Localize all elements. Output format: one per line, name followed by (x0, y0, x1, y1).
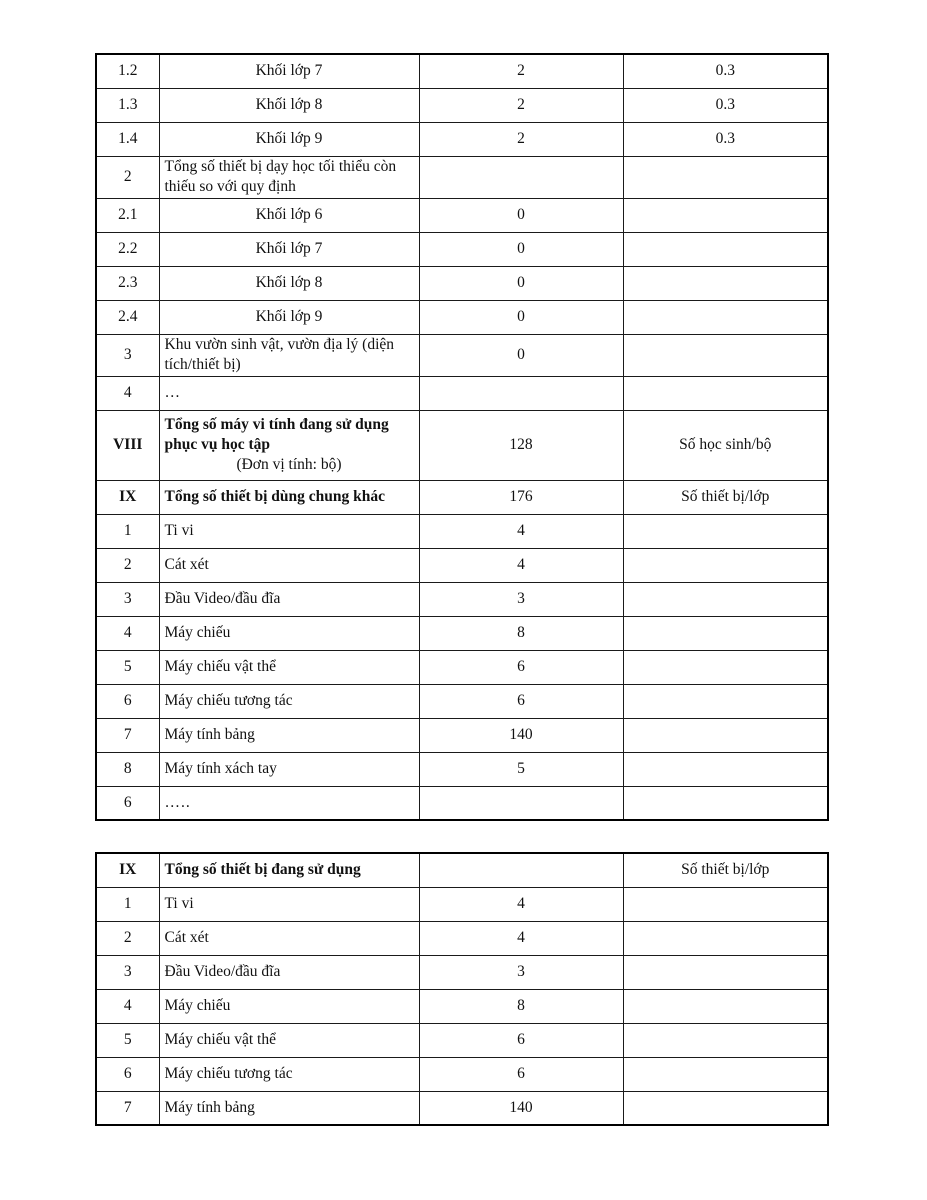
table-row (96, 334, 828, 376)
table-row (96, 1023, 828, 1057)
row-label-cell: Tổng số thiết bị đang sử dụng (159, 853, 419, 887)
row-index-cell: VIII (96, 410, 159, 480)
equipment-in-use-body (96, 853, 828, 1125)
row-label-cell: … (159, 376, 419, 410)
row-label-cell: Đầu Video/đầu đĩa (159, 582, 419, 616)
table-row (96, 989, 828, 1023)
row-quantity-cell: 2 (419, 54, 623, 88)
row-label-cell: Cát xét (159, 548, 419, 582)
table-row (96, 156, 828, 198)
row-quantity-cell (419, 376, 623, 410)
row-unit-cell (623, 514, 828, 548)
row-index-cell: 2.2 (96, 232, 159, 266)
row-index-cell: 2.1 (96, 198, 159, 232)
row-label-cell (159, 480, 419, 514)
row-unit-cell: Số thiết bị/lớp (623, 853, 828, 887)
row-unit-cell (623, 955, 828, 989)
table-row (96, 88, 828, 122)
row-index-cell: 4 (96, 616, 159, 650)
row-quantity-cell: 176 (419, 480, 623, 514)
table-row (96, 548, 828, 582)
table-row (96, 1091, 828, 1125)
table-row (96, 198, 828, 232)
row-quantity-cell: 140 (419, 1091, 623, 1125)
row-quantity-cell: 6 (419, 1023, 623, 1057)
row-quantity-cell: 3 (419, 955, 623, 989)
row-index-cell: 5 (96, 1023, 159, 1057)
row-index-cell: 8 (96, 752, 159, 786)
row-quantity-cell: 0 (419, 198, 623, 232)
row-quantity-cell: 4 (419, 548, 623, 582)
table-row (96, 853, 828, 887)
row-index-cell: 1.3 (96, 88, 159, 122)
row-label-cell: Máy tính bảng (159, 1091, 419, 1125)
row-quantity-cell: 6 (419, 684, 623, 718)
row-quantity-cell: 6 (419, 650, 623, 684)
row-index-cell: 4 (96, 376, 159, 410)
table-row (96, 786, 828, 820)
row-quantity-cell (419, 853, 623, 887)
row-unit-cell (623, 921, 828, 955)
row-index-cell: IX (96, 853, 159, 887)
row-unit-cell (623, 650, 828, 684)
row-index-cell: 4 (96, 989, 159, 1023)
row-quantity-cell: 2 (419, 122, 623, 156)
row-unit-cell (623, 616, 828, 650)
row-unit-cell (623, 548, 828, 582)
row-quantity-cell: 2 (419, 88, 623, 122)
row-quantity-cell (419, 156, 623, 198)
table-row (96, 955, 828, 989)
row-label-cell: Khu vườn sinh vật, vườn địa lý (diện tích/thiết bị) (159, 334, 419, 376)
table-row (96, 232, 828, 266)
row-unit-cell (623, 684, 828, 718)
row-quantity-cell: 0 (419, 300, 623, 334)
row-index-cell: 6 (96, 684, 159, 718)
table-row (96, 480, 828, 514)
row-label-cell: Khối lớp 8 (159, 266, 419, 300)
row-unit-cell (623, 786, 828, 820)
row-index-cell: IX (96, 480, 159, 514)
row-label-subtitle: (Đơn vị tính: bộ) (236, 456, 342, 474)
table-row (96, 514, 828, 548)
row-label-cell: Khối lớp 9 (159, 122, 419, 156)
table-row (96, 122, 828, 156)
row-unit-cell (623, 989, 828, 1023)
row-unit-cell (623, 1023, 828, 1057)
row-quantity-cell: 4 (419, 514, 623, 548)
table-row (96, 54, 828, 88)
row-index-cell: 1 (96, 887, 159, 921)
row-index-cell: 3 (96, 955, 159, 989)
row-unit-cell (623, 300, 828, 334)
row-label-cell: Máy chiếu vật thể (159, 1023, 419, 1057)
row-unit-cell: 0.3 (623, 122, 828, 156)
table-row (96, 1057, 828, 1091)
row-label-cell: Khối lớp 7 (159, 232, 419, 266)
row-quantity-cell: 0 (419, 334, 623, 376)
row-quantity-cell: 4 (419, 887, 623, 921)
row-index-cell: 2 (96, 921, 159, 955)
row-label-text: Tổng số thiết bị dùng chung khác (164, 487, 386, 505)
table-row (96, 266, 828, 300)
equipment-in-use-table (95, 852, 829, 1126)
row-quantity-cell: 128 (419, 410, 623, 480)
row-unit-cell (623, 334, 828, 376)
row-label-cell: Máy chiếu vật thể (159, 650, 419, 684)
row-label-cell: Ti vi (159, 514, 419, 548)
table-row (96, 300, 828, 334)
row-unit-cell (623, 1057, 828, 1091)
row-index-cell: 3 (96, 334, 159, 376)
row-index-cell: 6 (96, 786, 159, 820)
row-unit-cell (623, 718, 828, 752)
row-label-cell: Khối lớp 6 (159, 198, 419, 232)
row-quantity-cell: 140 (419, 718, 623, 752)
row-index-cell: 1.4 (96, 122, 159, 156)
row-index-cell: 5 (96, 650, 159, 684)
row-quantity-cell: 0 (419, 266, 623, 300)
equipment-inventory-body (96, 54, 828, 820)
row-label-cell: Đầu Video/đầu đĩa (159, 955, 419, 989)
row-quantity-cell: 5 (419, 752, 623, 786)
row-label-cell: Máy chiếu tương tác (159, 684, 419, 718)
row-quantity-cell: 0 (419, 232, 623, 266)
row-quantity-cell: 3 (419, 582, 623, 616)
row-label-cell: Máy chiếu (159, 989, 419, 1023)
table-row (96, 718, 828, 752)
table-row (96, 582, 828, 616)
equipment-inventory-table (95, 53, 829, 821)
row-label-cell: Máy chiếu (159, 616, 419, 650)
row-unit-cell (623, 376, 828, 410)
row-quantity-cell: 8 (419, 989, 623, 1023)
row-quantity-cell: 4 (419, 921, 623, 955)
row-label-cell: ….. (159, 786, 419, 820)
row-unit-cell (623, 198, 828, 232)
row-unit-cell (623, 1091, 828, 1125)
row-unit-cell (623, 156, 828, 198)
table-row (96, 410, 828, 480)
row-unit-cell: 0.3 (623, 54, 828, 88)
table-row (96, 887, 828, 921)
row-index-cell: 2.3 (96, 266, 159, 300)
table-row (96, 684, 828, 718)
row-label-cell: Khối lớp 8 (159, 88, 419, 122)
row-label-title: Tổng số máy vi tính đang sử dụng phục vụ học tập (164, 415, 389, 453)
row-label-cell: Cát xét (159, 921, 419, 955)
row-index-cell: 7 (96, 718, 159, 752)
row-index-cell: 2 (96, 156, 159, 198)
row-label-cell (159, 410, 419, 480)
row-unit-cell (623, 266, 828, 300)
row-label-cell: Máy tính bảng (159, 718, 419, 752)
row-quantity-cell: 6 (419, 1057, 623, 1091)
row-index-cell: 2 (96, 548, 159, 582)
row-quantity-cell: 8 (419, 616, 623, 650)
row-unit-cell (623, 232, 828, 266)
row-index-cell: 1 (96, 514, 159, 548)
table-row (96, 376, 828, 410)
table-row (96, 616, 828, 650)
row-unit-cell (623, 887, 828, 921)
row-label-cell: Máy chiếu tương tác (159, 1057, 419, 1091)
row-unit-cell: Số thiết bị/lớp (623, 480, 828, 514)
row-label-cell: Tổng số thiết bị dạy học tối thiểu còn thiếu so với quy định (159, 156, 419, 198)
row-label-cell: Ti vi (159, 887, 419, 921)
row-quantity-cell (419, 786, 623, 820)
row-index-cell: 7 (96, 1091, 159, 1125)
row-label-cell: Khối lớp 9 (159, 300, 419, 334)
row-unit-cell (623, 582, 828, 616)
row-unit-cell: Số học sinh/bộ (623, 410, 828, 480)
row-label-cell: Máy tính xách tay (159, 752, 419, 786)
row-index-cell: 3 (96, 582, 159, 616)
row-label-cell: Khối lớp 7 (159, 54, 419, 88)
row-unit-cell: 0.3 (623, 88, 828, 122)
table-row (96, 650, 828, 684)
row-index-cell: 1.2 (96, 54, 159, 88)
row-index-cell: 6 (96, 1057, 159, 1091)
row-index-cell: 2.4 (96, 300, 159, 334)
table-row (96, 752, 828, 786)
table-row (96, 921, 828, 955)
row-unit-cell (623, 752, 828, 786)
